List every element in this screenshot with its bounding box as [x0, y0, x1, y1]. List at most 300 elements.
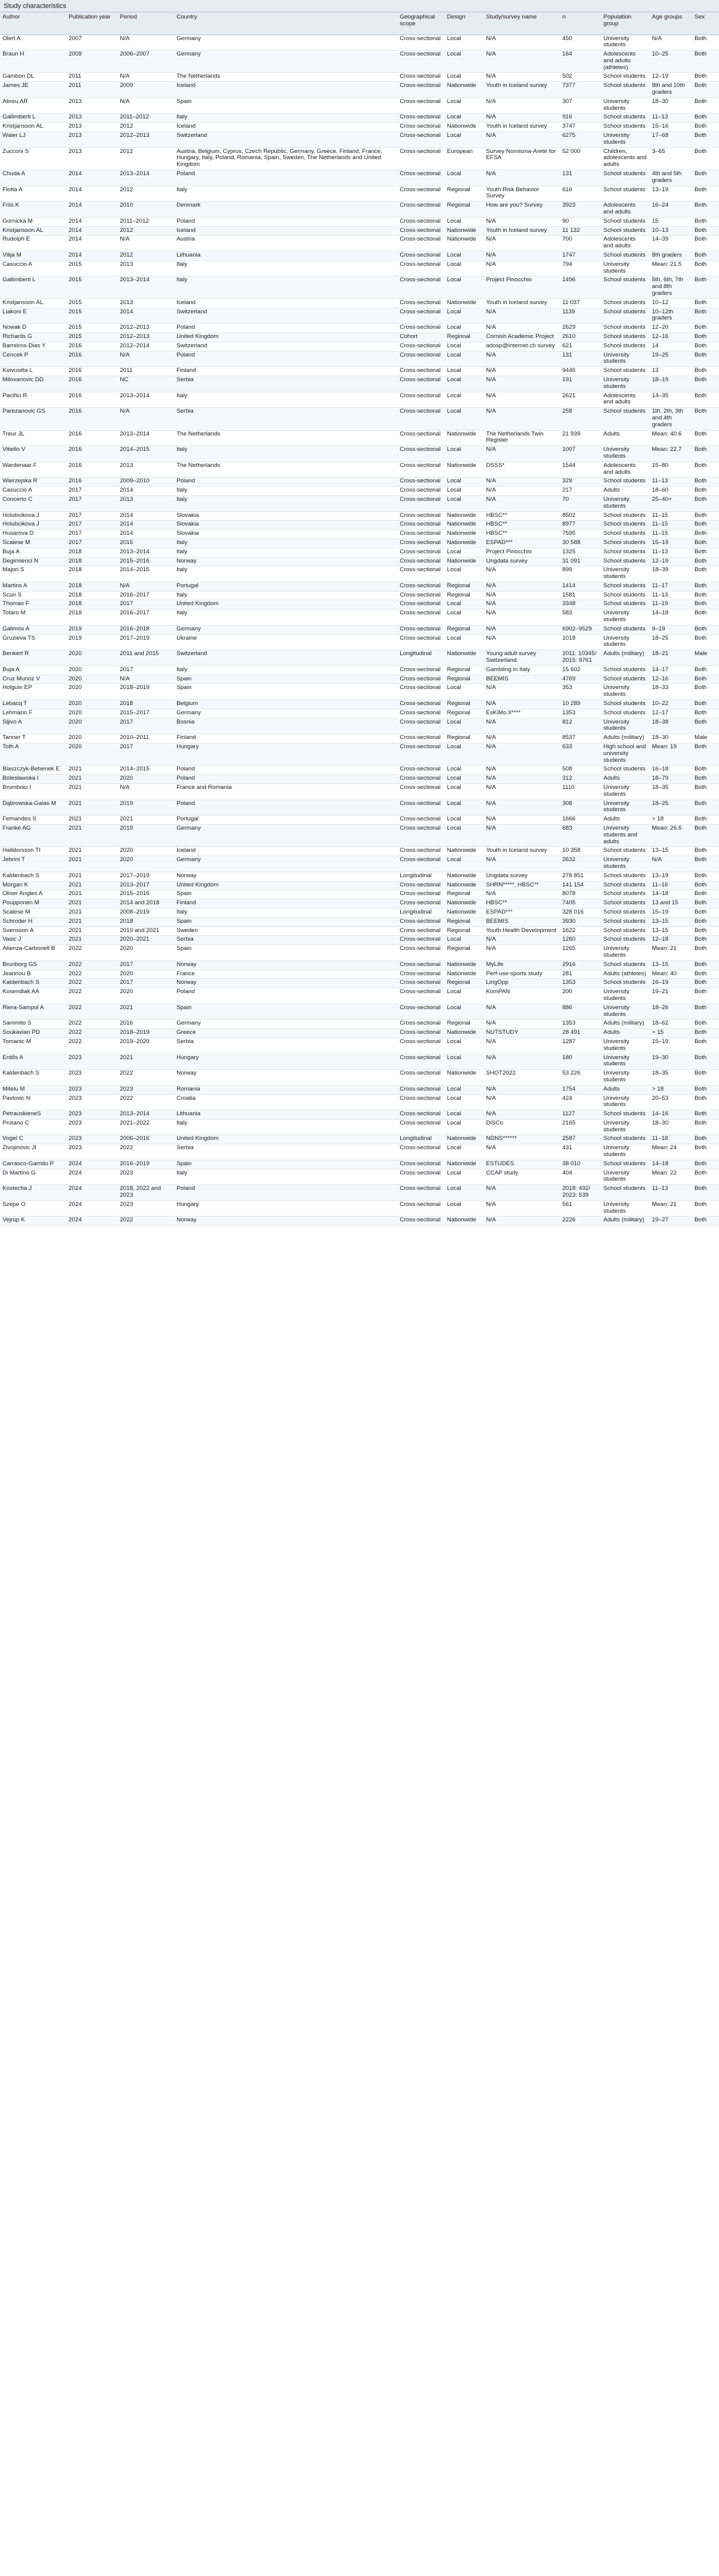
- cell-design: Nationwide: [445, 1070, 483, 1086]
- cell-sex: Both: [692, 908, 719, 917]
- cell-design: Nationwide: [445, 1029, 483, 1038]
- table-row: [0, 539, 719, 548]
- cell-study-survey-name: N/A: [483, 945, 560, 961]
- cell-age-groups: N/A: [649, 35, 692, 51]
- cell-period: 2012–2013: [117, 132, 174, 148]
- cell-publication-year: 2016: [66, 392, 117, 408]
- cell-population-group: University students: [601, 784, 650, 800]
- cell-period: 2012: [117, 147, 174, 170]
- cell-country: France and Romania: [174, 784, 397, 800]
- cell-sex: Both: [692, 1185, 719, 1201]
- cell-geographical-scope: Cross-sectional: [397, 709, 445, 718]
- cell-geographical-scope: Cross-sectional: [397, 1169, 445, 1185]
- cell-n: 191: [560, 376, 601, 392]
- cell-country: Norway: [174, 1216, 397, 1226]
- table-row: [0, 775, 719, 784]
- cell-sex: Both: [692, 1094, 719, 1110]
- cell-period: 2014–2015: [117, 766, 174, 775]
- cell-period: N/A: [117, 97, 174, 114]
- cell-n: 2621: [560, 392, 601, 408]
- table-row: [0, 477, 719, 487]
- cell-country: Italy: [174, 1119, 397, 1135]
- cell-geographical-scope: Cross-sectional: [397, 1119, 445, 1135]
- cell-study-survey-name: Ungdata survey: [483, 872, 560, 881]
- cell-publication-year: 2017: [66, 487, 117, 496]
- cell-sex: Both: [692, 1144, 719, 1160]
- cell-age-groups: 12–19: [649, 73, 692, 82]
- cell-design: Local: [445, 1119, 483, 1135]
- cell-design: Nationwide: [445, 960, 483, 970]
- cell-design: Local: [445, 477, 483, 487]
- cell-n: 1325: [560, 548, 601, 557]
- cell-author: Brunborg GS: [0, 960, 66, 970]
- table-row: [0, 872, 719, 881]
- cell-sex: Both: [692, 1038, 719, 1054]
- cell-age-groups: 18–21: [649, 650, 692, 666]
- cell-study-survey-name: N/A: [483, 734, 560, 743]
- cell-country: Italy: [174, 666, 397, 675]
- cell-country: Spain: [174, 97, 397, 114]
- table-row: [0, 299, 719, 308]
- cell-n: 8078: [560, 890, 601, 899]
- cell-population-group: School students: [601, 591, 650, 600]
- cell-study-survey-name: N/A: [483, 324, 560, 333]
- cell-author: Zucconi S: [0, 147, 66, 170]
- table-row: [0, 899, 719, 909]
- cell-study-survey-name: N/A: [483, 1004, 560, 1020]
- cell-population-group: Adolescents and adults: [601, 202, 650, 218]
- cell-publication-year: 2013: [66, 123, 117, 132]
- cell-publication-year: 2014: [66, 226, 117, 236]
- cell-age-groups: Mean: 21: [649, 945, 692, 961]
- cell-sex: Both: [692, 495, 719, 511]
- cell-design: Nationwide: [445, 461, 483, 477]
- cell-country: Norway: [174, 872, 397, 881]
- cell-period: 2014–2015: [117, 566, 174, 582]
- cell-sex: Both: [692, 1216, 719, 1226]
- cell-design: Local: [445, 495, 483, 511]
- cell-age-groups: 20–53: [649, 1094, 692, 1110]
- cell-population-group: School students: [601, 511, 650, 521]
- cell-design: Nationwide: [445, 530, 483, 539]
- table-row: [0, 1144, 719, 1160]
- cell-author: Szepe O: [0, 1200, 66, 1216]
- cell-publication-year: 2021: [66, 775, 117, 784]
- cell-design: Nationwide: [445, 226, 483, 236]
- cell-design: Nationwide: [445, 430, 483, 446]
- cell-author: Kostecha J: [0, 1185, 66, 1201]
- cell-country: Iceland: [174, 226, 397, 236]
- cell-period: 2016–2017: [117, 591, 174, 600]
- cell-publication-year: 2020: [66, 700, 117, 709]
- cell-sex: Both: [692, 226, 719, 236]
- cell-geographical-scope: Cross-sectional: [397, 766, 445, 775]
- cell-sex: Both: [692, 324, 719, 333]
- table-row: [0, 743, 719, 766]
- cell-publication-year: 2022: [66, 1004, 117, 1020]
- table-row: [0, 252, 719, 261]
- cell-study-survey-name: N/A: [483, 392, 560, 408]
- cell-geographical-scope: Cross-sectional: [397, 718, 445, 734]
- cell-country: Serbia: [174, 1038, 397, 1054]
- cell-publication-year: 2023: [66, 1119, 117, 1135]
- cell-period: 2012–2013: [117, 324, 174, 333]
- cell-design: Regional: [445, 700, 483, 709]
- table-row: [0, 487, 719, 496]
- table-row: [0, 988, 719, 1004]
- cell-publication-year: 2007: [66, 35, 117, 51]
- cell-age-groups: 12–16: [649, 675, 692, 684]
- cell-study-survey-name: N/A: [483, 1144, 560, 1160]
- cell-n: 2916: [560, 960, 601, 970]
- cell-study-survey-name: N/A: [483, 1185, 560, 1201]
- cell-author: Parezanovic GS: [0, 408, 66, 430]
- cell-country: Slovakia: [174, 530, 397, 539]
- table-row: [0, 1169, 719, 1185]
- cell-age-groups: 11–13: [649, 114, 692, 123]
- cell-sex: Both: [692, 815, 719, 825]
- cell-country: Ukraine: [174, 634, 397, 650]
- cell-sex: Both: [692, 170, 719, 186]
- cell-design: Local: [445, 799, 483, 815]
- cell-country: Germany: [174, 51, 397, 73]
- cell-age-groups: 16–18: [649, 766, 692, 775]
- cell-population-group: School students: [601, 709, 650, 718]
- table-row: [0, 170, 719, 186]
- cell-study-survey-name: DiSCo: [483, 1119, 560, 1135]
- cell-study-survey-name: N/A: [483, 936, 560, 945]
- cell-period: 2016: [117, 1020, 174, 1029]
- cell-author: Kristjansson AL: [0, 123, 66, 132]
- cell-n: 308: [560, 799, 601, 815]
- cell-design: Local: [445, 308, 483, 324]
- cell-sex: Both: [692, 1160, 719, 1169]
- cell-author: Holguin EP: [0, 684, 66, 700]
- cell-author: Friis K: [0, 202, 66, 218]
- cell-design: Local: [445, 718, 483, 734]
- cell-sex: Both: [692, 351, 719, 367]
- cell-geographical-scope: Cross-sectional: [397, 847, 445, 856]
- cell-publication-year: 2020: [66, 684, 117, 700]
- cell-sex: Both: [692, 252, 719, 261]
- cell-sex: Both: [692, 600, 719, 609]
- cell-age-groups: 14–35: [649, 392, 692, 408]
- cell-age-groups: 16–24: [649, 202, 692, 218]
- cell-period: N/A: [117, 582, 174, 591]
- cell-age-groups: 14–18: [649, 609, 692, 625]
- cell-study-survey-name: N/A: [483, 591, 560, 600]
- cell-design: Local: [445, 1054, 483, 1070]
- cell-population-group: School students: [601, 530, 650, 539]
- cell-period: 2020: [117, 775, 174, 784]
- table-row: [0, 970, 719, 979]
- cell-population-group: Children, adolescents and adults: [601, 147, 650, 170]
- cell-publication-year: 2021: [66, 799, 117, 815]
- cell-geographical-scope: Cross-sectional: [397, 1185, 445, 1201]
- table-row: [0, 936, 719, 945]
- cell-author: Erdős A: [0, 1054, 66, 1070]
- cell-country: Italy: [174, 609, 397, 625]
- cell-period: 2018–2019: [117, 1029, 174, 1038]
- cell-geographical-scope: Cross-sectional: [397, 960, 445, 970]
- cell-sex: Both: [692, 1200, 719, 1216]
- cell-n: 200: [560, 988, 601, 1004]
- cell-period: 2022: [117, 1070, 174, 1086]
- cell-study-survey-name: N/A: [483, 132, 560, 148]
- cell-country: Slovakia: [174, 521, 397, 530]
- cell-design: Local: [445, 114, 483, 123]
- cell-age-groups: 19–21: [649, 988, 692, 1004]
- cell-design: Local: [445, 566, 483, 582]
- cell-period: 2021: [117, 815, 174, 825]
- cell-sex: Both: [692, 308, 719, 324]
- cell-population-group: Adults: [601, 1029, 650, 1038]
- cell-author: Milovanovic DD: [0, 376, 66, 392]
- table-row: [0, 82, 719, 98]
- cell-country: Greece: [174, 1029, 397, 1038]
- cell-publication-year: 2021: [66, 856, 117, 872]
- cell-age-groups: 18–62: [649, 1020, 692, 1029]
- cell-study-survey-name: Project Pinocchio: [483, 548, 560, 557]
- cell-n: 886: [560, 1004, 601, 1020]
- cell-design: Regional: [445, 1020, 483, 1029]
- cell-country: Bosnia: [174, 718, 397, 734]
- cell-author: Scuri S: [0, 591, 66, 600]
- cell-publication-year: 2017: [66, 521, 117, 530]
- cell-country: United Kingdom: [174, 1135, 397, 1144]
- table-row: [0, 236, 719, 252]
- cell-geographical-scope: Cross-sectional: [397, 308, 445, 324]
- cell-author: Majori S: [0, 566, 66, 582]
- cell-age-groups: 13–15: [649, 847, 692, 856]
- cell-geographical-scope: Cross-sectional: [397, 392, 445, 408]
- cell-sex: Both: [692, 591, 719, 600]
- cell-population-group: University students: [601, 376, 650, 392]
- cell-period: 2014 and 2018: [117, 899, 174, 909]
- cell-population-group: Adults (military): [601, 1020, 650, 1029]
- cell-population-group: University students: [601, 1169, 650, 1185]
- cell-sex: Both: [692, 1054, 719, 1070]
- cell-author: James JE: [0, 82, 66, 98]
- table-body: [0, 35, 719, 1226]
- cell-country: Germany: [174, 1020, 397, 1029]
- cell-geographical-scope: Cross-sectional: [397, 202, 445, 218]
- cell-sex: Both: [692, 960, 719, 970]
- table-row: [0, 461, 719, 477]
- cell-design: Regional: [445, 582, 483, 591]
- cell-age-groups: 13–15: [649, 927, 692, 936]
- cell-age-groups: 13 and 15: [649, 899, 692, 909]
- cell-author: Kaldenbach S: [0, 979, 66, 988]
- cell-period: 2016–2019: [117, 1160, 174, 1169]
- cell-period: 2021: [117, 1004, 174, 1020]
- cell-author: Kristjansson AL: [0, 299, 66, 308]
- cell-n: 8977: [560, 521, 601, 530]
- cell-publication-year: 2021: [66, 784, 117, 800]
- cell-geographical-scope: Cross-sectional: [397, 1216, 445, 1226]
- cell-population-group: University students: [601, 1038, 650, 1054]
- cell-sex: Both: [692, 743, 719, 766]
- cell-study-survey-name: N/A: [483, 351, 560, 367]
- cell-age-groups: 12–17: [649, 709, 692, 718]
- cell-country: Italy: [174, 908, 397, 917]
- cell-author: Martins A: [0, 582, 66, 591]
- cell-n: 1666: [560, 815, 601, 825]
- cell-design: Local: [445, 1110, 483, 1120]
- cell-population-group: School students: [601, 1110, 650, 1120]
- cell-country: Italy: [174, 495, 397, 511]
- cell-population-group: School students: [601, 1135, 650, 1144]
- cell-country: United Kingdom: [174, 332, 397, 342]
- table-row: [0, 1185, 719, 1201]
- cell-age-groups: 18–26: [649, 1004, 692, 1020]
- cell-design: Local: [445, 815, 483, 825]
- cell-age-groups: 25–40+: [649, 495, 692, 511]
- cell-n: 6275: [560, 132, 601, 148]
- cell-population-group: Adolescents and adults: [601, 461, 650, 477]
- study-table-container: [0, 0, 719, 1226]
- cell-country: Germany: [174, 625, 397, 634]
- cell-design: Local: [445, 634, 483, 650]
- cell-publication-year: 2019: [66, 625, 117, 634]
- cell-geographical-scope: Cross-sectional: [397, 815, 445, 825]
- cell-study-survey-name: HBSC**: [483, 511, 560, 521]
- cell-geographical-scope: Cross-sectional: [397, 367, 445, 376]
- cell-period: 2013: [117, 299, 174, 308]
- cell-age-groups: 14–18: [649, 1160, 692, 1169]
- cell-publication-year: 2014: [66, 186, 117, 202]
- cell-period: 2015–2017: [117, 709, 174, 718]
- cell-geographical-scope: Cross-sectional: [397, 539, 445, 548]
- cell-sex: Both: [692, 1119, 719, 1135]
- cell-country: Switzerland: [174, 308, 397, 324]
- cell-country: Serbia: [174, 1144, 397, 1160]
- cell-country: Switzerland: [174, 342, 397, 351]
- table-row: [0, 376, 719, 392]
- cell-n: 508: [560, 766, 601, 775]
- cell-n: 328 016: [560, 908, 601, 917]
- cell-geographical-scope: Cross-sectional: [397, 609, 445, 625]
- cell-author: Casuccio A: [0, 487, 66, 496]
- cell-sex: Male: [692, 734, 719, 743]
- cell-population-group: University students: [601, 35, 650, 51]
- cell-age-groups: Mean: 21.5: [649, 260, 692, 276]
- table-row: [0, 446, 719, 462]
- table-row: [0, 408, 719, 430]
- cell-period: 2013–2014: [117, 430, 174, 446]
- cell-sex: Both: [692, 276, 719, 299]
- cell-geographical-scope: Cross-sectional: [397, 97, 445, 114]
- cell-author: Gallimberti L: [0, 114, 66, 123]
- cell-publication-year: 2022: [66, 988, 117, 1004]
- cell-n: 1544: [560, 461, 601, 477]
- cell-population-group: School students: [601, 276, 650, 299]
- cell-age-groups: 18–30: [649, 734, 692, 743]
- cell-population-group: School students: [601, 123, 650, 132]
- cell-study-survey-name: N/A: [483, 718, 560, 734]
- cell-study-survey-name: N/A: [483, 408, 560, 430]
- cell-author: Cruz Munoz V: [0, 675, 66, 684]
- cell-geographical-scope: Cross-sectional: [397, 734, 445, 743]
- cell-study-survey-name: Gambling in Italy: [483, 666, 560, 675]
- cell-sex: Both: [692, 684, 719, 700]
- cell-design: Nationwide: [445, 1216, 483, 1226]
- cell-author: Gallimberti L: [0, 276, 66, 299]
- cell-study-survey-name: N/A: [483, 825, 560, 847]
- cell-n: 353: [560, 684, 601, 700]
- cell-sex: Both: [692, 260, 719, 276]
- table-row: [0, 430, 719, 446]
- cell-publication-year: 2021: [66, 927, 117, 936]
- cell-study-survey-name: N/A: [483, 566, 560, 582]
- cell-period: 2019: [117, 825, 174, 847]
- cell-period: 2011: [117, 367, 174, 376]
- cell-age-groups: 11–13: [649, 1185, 692, 1201]
- cell-author: PetrauskieneS: [0, 1110, 66, 1120]
- cell-sex: Male: [692, 650, 719, 666]
- cell-publication-year: 2019: [66, 634, 117, 650]
- cell-sex: Both: [692, 917, 719, 927]
- cell-sex: Both: [692, 236, 719, 252]
- cell-geographical-scope: Cross-sectional: [397, 548, 445, 557]
- cell-design: Nationwide: [445, 847, 483, 856]
- cell-geographical-scope: Cross-sectional: [397, 700, 445, 709]
- cell-population-group: School students: [601, 342, 650, 351]
- cell-publication-year: 2011: [66, 82, 117, 98]
- cell-author: Holubcikova J: [0, 511, 66, 521]
- cell-age-groups: 18–79: [649, 775, 692, 784]
- cell-country: Spain: [174, 1004, 397, 1020]
- cell-n: 404: [560, 1169, 601, 1185]
- cell-period: 2013–2014: [117, 170, 174, 186]
- cell-study-survey-name: N/A: [483, 1020, 560, 1029]
- table-caption: Study characteristics: [0, 0, 719, 12]
- table-row: [0, 367, 719, 376]
- cell-author: Schroder H: [0, 917, 66, 927]
- cell-period: 2020: [117, 856, 174, 872]
- table-row: [0, 979, 719, 988]
- cell-publication-year: 2021: [66, 917, 117, 927]
- cell-country: Austria: [174, 236, 397, 252]
- cell-study-survey-name: Young adult survey Switzerland: [483, 650, 560, 666]
- cell-author: Tanner T: [0, 734, 66, 743]
- cell-author: Lehmann F: [0, 709, 66, 718]
- cell-n: 1581: [560, 591, 601, 600]
- cell-publication-year: 2018: [66, 600, 117, 609]
- cell-author: Riera-Sampol A: [0, 1004, 66, 1020]
- cell-author: Abreu AR: [0, 97, 66, 114]
- cell-geographical-scope: Cross-sectional: [397, 226, 445, 236]
- cell-age-groups: Mean: 26.6: [649, 825, 692, 847]
- cell-population-group: School students: [601, 600, 650, 609]
- cell-design: Local: [445, 600, 483, 609]
- cell-design: Regional: [445, 945, 483, 961]
- table-row: [0, 332, 719, 342]
- cell-geographical-scope: Cross-sectional: [397, 917, 445, 927]
- cell-publication-year: 2021: [66, 847, 117, 856]
- cell-n: 258: [560, 408, 601, 430]
- cell-design: Local: [445, 1185, 483, 1201]
- cell-country: Portugal: [174, 582, 397, 591]
- cell-publication-year: 2021: [66, 825, 117, 847]
- cell-geographical-scope: Cross-sectional: [397, 1004, 445, 1020]
- cell-study-survey-name: ESPAD***: [483, 908, 560, 917]
- cell-author: Franke AG: [0, 825, 66, 847]
- cell-sex: Both: [692, 548, 719, 557]
- cell-author: Cencek P: [0, 351, 66, 367]
- cell-design: Regional: [445, 332, 483, 342]
- study-characteristics-table: [0, 12, 719, 1226]
